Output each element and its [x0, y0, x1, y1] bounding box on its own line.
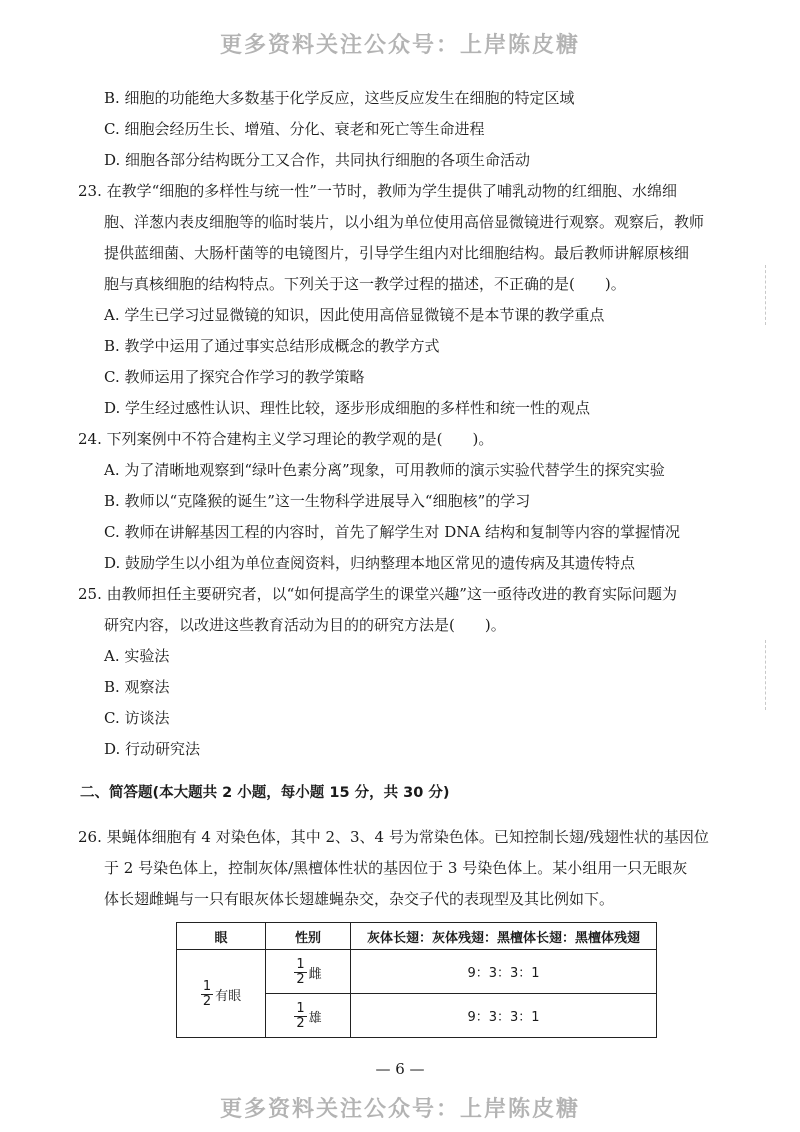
q26-stem-line: 于 2 号染色体上，控制灰体/黑檀体性状的基因位于 3 号染色体上。某小组用一只无眼灰 [104, 859, 688, 877]
q23-option-a: A. 学生已学习过显微镜的知识，因此使用高倍显微镜不是本节课的教学重点 [104, 306, 605, 324]
margin-dash-line [765, 640, 766, 710]
q24-option-d: D. 鼓励学生以小组为单位查阅资料，归纳整理本地区常见的遗传病及其遗传特点 [104, 554, 636, 572]
q23-option-d: D. 学生经过感性认识、理性比较，逐步形成细胞的多样性和统一性的观点 [104, 399, 591, 417]
fraction: $\frac{1}{2}$ [296, 1000, 305, 1031]
ratio-cell: 9：3：3：1 [351, 950, 657, 994]
watermark-top: 更多资料关注公众号：上岸陈皮糖 [219, 33, 580, 58]
q25-option-a: A. 实验法 [104, 647, 170, 665]
q23-stem-line: 胞与真核细胞的结构特点。下列关于这一教学过程的描述，不正确的是( )。 [104, 275, 626, 293]
fraction: $\frac{1}{2}$ [296, 956, 305, 987]
sex-label: 雌 [308, 966, 322, 982]
q22-option-d: D. 细胞各部分结构既分工又合作，共同执行细胞的各项生命活动 [104, 151, 531, 169]
sex-cell [266, 994, 351, 1038]
q24-option-c: C. 教师在讲解基因工程的内容时，首先了解学生对 DNA 结构和复制等内容的掌握情况 [104, 523, 681, 541]
section-heading: 二、简答题(本大题共 2 小题，每小题 15 分，共 30 分) [80, 785, 450, 801]
eye-label: 有眼 [215, 988, 242, 1004]
q22-option-b: B. 细胞的功能绝大多数基于化学反应，这些反应发生在细胞的特定区域 [104, 89, 575, 107]
phenotype-table [176, 922, 657, 1038]
q25-option-c: C. 访谈法 [104, 709, 170, 727]
q23-stem-line: 提供蓝细菌、大肠杆菌等的电镜图片，引导学生组内对比细胞结构。最后教师讲解原核细 [104, 244, 690, 262]
q26-stem-line: 体长翅雌蝇与一只有眼灰体长翅雄蝇杂交，杂交子代的表现型及其比例如下。 [104, 890, 615, 908]
q22-option-c: C. 细胞会经历生长、增殖、分化、衰老和死亡等生命进程 [104, 120, 485, 138]
q25-stem-line: 25. 由教师担任主要研究者，以“如何提高学生的课堂兴趣”这一亟待改进的教育实际问题为 [78, 585, 677, 603]
table-row [177, 950, 657, 994]
watermark-bottom: 更多资料关注公众号：上岸陈皮糖 [219, 1097, 580, 1122]
table-header-cell: 眼 [177, 923, 266, 950]
q23-option-c: C. 教师运用了探究合作学习的教学策略 [104, 368, 365, 386]
q25-stem-line: 研究内容，以改进这些教育活动为目的的研究方法是( )。 [104, 616, 506, 634]
table-header-cell: 灰体长翅：灰体残翅：黑檀体长翅：黑檀体残翅 [351, 923, 657, 950]
q25-option-b: B. 观察法 [104, 678, 170, 696]
q23-stem-line: 胞、洋葱内表皮细胞等的临时装片，以小组为单位使用高倍显微镜进行观察。观察后，教师 [104, 213, 705, 231]
margin-dash-line [765, 265, 766, 325]
sex-cell [266, 950, 351, 994]
q23-option-b: B. 教学中运用了通过事实总结形成概念的教学方式 [104, 337, 440, 355]
page-number: — 6 — [375, 1060, 425, 1078]
q23-stem-line: 23. 在教学“细胞的多样性与统一性”一节时，教师为学生提供了哺乳动物的红细胞、水绵细 [78, 182, 677, 200]
sex-label: 雄 [308, 1010, 322, 1026]
q26-stem-line: 26. 果蝇体细胞有 4 对染色体，其中 2、3、4 号为常染色体。已知控制长翅/残翅性状的基因位 [78, 828, 709, 846]
eye-cell [177, 950, 266, 1038]
fraction: $\frac{1}{2}$ [202, 978, 212, 1009]
q24-option-b: B. 教师以“克隆猴的诞生”这一生物科学进展导入“细胞核”的学习 [104, 492, 531, 510]
table-header-row [177, 923, 657, 950]
q25-option-d: D. 行动研究法 [104, 740, 201, 758]
q24-stem-line: 24. 下列案例中不符合建构主义学习理论的教学观的是( )。 [78, 430, 494, 448]
table-header-cell: 性别 [266, 923, 351, 950]
ratio-cell: 9：3：3：1 [351, 994, 657, 1038]
q24-option-a: A. 为了清晰地观察到“绿叶色素分离”现象，可用教师的演示实验代替学生的探究实验 [104, 461, 665, 479]
